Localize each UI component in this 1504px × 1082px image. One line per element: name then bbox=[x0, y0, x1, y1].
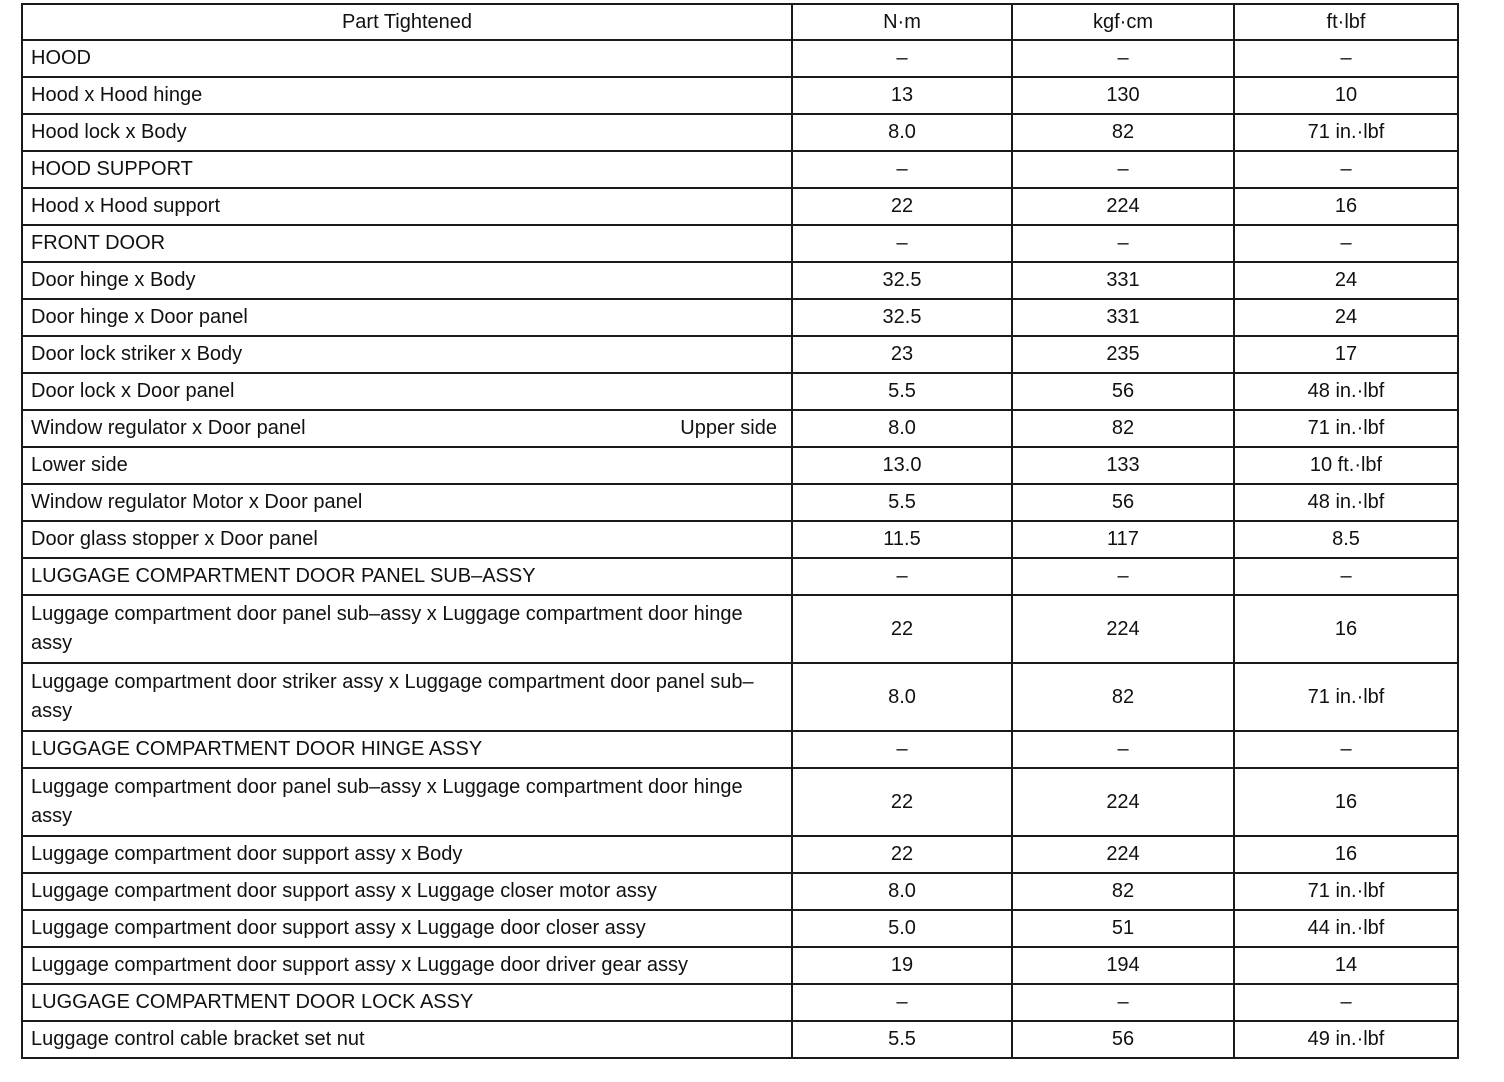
header-ft-lbf: ft·lbf bbox=[1234, 4, 1458, 40]
kgf-cell: 224 bbox=[1012, 768, 1234, 836]
ftlbf-cell: – bbox=[1234, 151, 1458, 188]
nm-cell: 22 bbox=[792, 768, 1012, 836]
part-cell: Door lock x Door panel bbox=[22, 373, 792, 410]
nm-cell: – bbox=[792, 558, 1012, 595]
kgf-cell: 56 bbox=[1012, 484, 1234, 521]
table-row bbox=[22, 947, 1458, 984]
part-cell: Luggage compartment door support assy x Luggage door driver gear assy bbox=[22, 947, 792, 984]
kgf-cell: 224 bbox=[1012, 836, 1234, 873]
nm-cell: 8.0 bbox=[792, 663, 1012, 731]
nm-cell: 5.0 bbox=[792, 910, 1012, 947]
part-cell: Door hinge x Body bbox=[22, 262, 792, 299]
kgf-cell: 82 bbox=[1012, 873, 1234, 910]
part-cell: Hood x Hood support bbox=[22, 188, 792, 225]
table-row bbox=[22, 484, 1458, 521]
ftlbf-cell: 16 bbox=[1234, 768, 1458, 836]
part-cell: Luggage compartment door support assy x Body bbox=[22, 836, 792, 873]
nm-cell: – bbox=[792, 151, 1012, 188]
nm-cell: 22 bbox=[792, 188, 1012, 225]
kgf-cell: 224 bbox=[1012, 595, 1234, 663]
part-cell: Door hinge x Door panel bbox=[22, 299, 792, 336]
table-row bbox=[22, 836, 1458, 873]
kgf-cell: – bbox=[1012, 151, 1234, 188]
nm-cell: 8.0 bbox=[792, 114, 1012, 151]
kgf-cell: 331 bbox=[1012, 299, 1234, 336]
part-cell: Door lock striker x Body bbox=[22, 336, 792, 373]
nm-cell: – bbox=[792, 40, 1012, 77]
table-row bbox=[22, 336, 1458, 373]
table-row bbox=[22, 558, 1458, 595]
ftlbf-cell: 16 bbox=[1234, 595, 1458, 663]
header-kgf-cm: kgf·cm bbox=[1012, 4, 1234, 40]
ftlbf-cell: 44 in.·lbf bbox=[1234, 910, 1458, 947]
part-cell: FRONT DOOR bbox=[22, 225, 792, 262]
table-row bbox=[22, 663, 1458, 731]
ftlbf-cell: 71 in.·lbf bbox=[1234, 410, 1458, 447]
kgf-cell: 130 bbox=[1012, 77, 1234, 114]
ftlbf-cell: 48 in.·lbf bbox=[1234, 373, 1458, 410]
kgf-cell: 224 bbox=[1012, 188, 1234, 225]
part-cell: Window regulator Motor x Door panel bbox=[22, 484, 792, 521]
header-nm: N·m bbox=[792, 4, 1012, 40]
ftlbf-cell: 16 bbox=[1234, 188, 1458, 225]
nm-cell: 13.0 bbox=[792, 447, 1012, 484]
part-cell: Hood lock x Body bbox=[22, 114, 792, 151]
table-row bbox=[22, 768, 1458, 836]
part-cell: Luggage compartment door panel sub–assy x Luggage compartment door hinge assy bbox=[22, 595, 792, 663]
part-cell: LUGGAGE COMPARTMENT DOOR LOCK ASSY bbox=[22, 984, 792, 1021]
header-part-tightened: Part Tightened bbox=[22, 4, 792, 40]
nm-cell: 5.5 bbox=[792, 484, 1012, 521]
table-row bbox=[22, 521, 1458, 558]
kgf-cell: – bbox=[1012, 731, 1234, 768]
table-row bbox=[22, 77, 1458, 114]
nm-cell: 13 bbox=[792, 77, 1012, 114]
table-row bbox=[22, 40, 1458, 77]
nm-cell: 19 bbox=[792, 947, 1012, 984]
ftlbf-cell: 71 in.·lbf bbox=[1234, 114, 1458, 151]
nm-cell: – bbox=[792, 984, 1012, 1021]
ftlbf-cell: 71 in.·lbf bbox=[1234, 873, 1458, 910]
nm-cell: – bbox=[792, 225, 1012, 262]
nm-cell: 22 bbox=[792, 595, 1012, 663]
torque-spec-table bbox=[21, 3, 1459, 1059]
nm-cell: 5.5 bbox=[792, 1021, 1012, 1058]
nm-cell: 5.5 bbox=[792, 373, 1012, 410]
table-row bbox=[22, 114, 1458, 151]
kgf-cell: 56 bbox=[1012, 373, 1234, 410]
table-row bbox=[22, 910, 1458, 947]
ftlbf-cell: 16 bbox=[1234, 836, 1458, 873]
ftlbf-cell: 71 in.·lbf bbox=[1234, 663, 1458, 731]
table-row bbox=[22, 151, 1458, 188]
part-cell: Door glass stopper x Door panel bbox=[22, 521, 792, 558]
ftlbf-cell: 49 in.·lbf bbox=[1234, 1021, 1458, 1058]
table-row bbox=[22, 410, 1458, 447]
ftlbf-cell: 14 bbox=[1234, 947, 1458, 984]
kgf-cell: 331 bbox=[1012, 262, 1234, 299]
table-row bbox=[22, 262, 1458, 299]
kgf-cell: 194 bbox=[1012, 947, 1234, 984]
nm-cell: 8.0 bbox=[792, 410, 1012, 447]
part-cell bbox=[22, 447, 792, 484]
table-row bbox=[22, 984, 1458, 1021]
table-row bbox=[22, 225, 1458, 262]
ftlbf-cell: – bbox=[1234, 40, 1458, 77]
part-cell: Luggage compartment door support assy x Luggage door closer assy bbox=[22, 910, 792, 947]
nm-cell: 11.5 bbox=[792, 521, 1012, 558]
kgf-cell: – bbox=[1012, 225, 1234, 262]
kgf-cell: 51 bbox=[1012, 910, 1234, 947]
ftlbf-cell: 24 bbox=[1234, 262, 1458, 299]
table-row bbox=[22, 1021, 1458, 1058]
nm-cell: – bbox=[792, 731, 1012, 768]
nm-cell: 23 bbox=[792, 336, 1012, 373]
side-label: Upper side bbox=[680, 417, 777, 439]
table-row bbox=[22, 595, 1458, 663]
table-row bbox=[22, 373, 1458, 410]
ftlbf-cell: 48 in.·lbf bbox=[1234, 484, 1458, 521]
kgf-cell: – bbox=[1012, 984, 1234, 1021]
nm-cell: 8.0 bbox=[792, 873, 1012, 910]
table-row bbox=[22, 447, 1458, 484]
ftlbf-cell: – bbox=[1234, 558, 1458, 595]
ftlbf-cell: – bbox=[1234, 225, 1458, 262]
side-label: Lower side bbox=[31, 454, 128, 476]
part-cell: LUGGAGE COMPARTMENT DOOR HINGE ASSY bbox=[22, 731, 792, 768]
ftlbf-cell: – bbox=[1234, 984, 1458, 1021]
table-row bbox=[22, 188, 1458, 225]
ftlbf-cell: 8.5 bbox=[1234, 521, 1458, 558]
kgf-cell: 235 bbox=[1012, 336, 1234, 373]
part-cell bbox=[22, 410, 792, 447]
ftlbf-cell: 24 bbox=[1234, 299, 1458, 336]
part-cell: Luggage compartment door support assy x Luggage closer motor assy bbox=[22, 873, 792, 910]
kgf-cell: – bbox=[1012, 558, 1234, 595]
ftlbf-cell: – bbox=[1234, 731, 1458, 768]
part-cell: Hood x Hood hinge bbox=[22, 77, 792, 114]
kgf-cell: 82 bbox=[1012, 114, 1234, 151]
part-cell: Luggage control cable bracket set nut bbox=[22, 1021, 792, 1058]
nm-cell: 32.5 bbox=[792, 299, 1012, 336]
ftlbf-cell: 10 ft.·lbf bbox=[1234, 447, 1458, 484]
part-cell: HOOD SUPPORT bbox=[22, 151, 792, 188]
part-cell: Luggage compartment door striker assy x Luggage compartment door panel sub–assy bbox=[22, 663, 792, 731]
ftlbf-cell: 10 bbox=[1234, 77, 1458, 114]
table-header-row bbox=[22, 4, 1458, 40]
kgf-cell: 133 bbox=[1012, 447, 1234, 484]
table-row bbox=[22, 299, 1458, 336]
part-cell: LUGGAGE COMPARTMENT DOOR PANEL SUB–ASSY bbox=[22, 558, 792, 595]
nm-cell: 22 bbox=[792, 836, 1012, 873]
kgf-cell: 117 bbox=[1012, 521, 1234, 558]
ftlbf-cell: 17 bbox=[1234, 336, 1458, 373]
table-row bbox=[22, 731, 1458, 768]
kgf-cell: 82 bbox=[1012, 663, 1234, 731]
kgf-cell: 82 bbox=[1012, 410, 1234, 447]
kgf-cell: – bbox=[1012, 40, 1234, 77]
kgf-cell: 56 bbox=[1012, 1021, 1234, 1058]
table-row bbox=[22, 873, 1458, 910]
part-label: Window regulator x Door panel bbox=[31, 417, 306, 439]
nm-cell: 32.5 bbox=[792, 262, 1012, 299]
part-cell: Luggage compartment door panel sub–assy x Luggage compartment door hinge assy bbox=[22, 768, 792, 836]
part-cell: HOOD bbox=[22, 40, 792, 77]
